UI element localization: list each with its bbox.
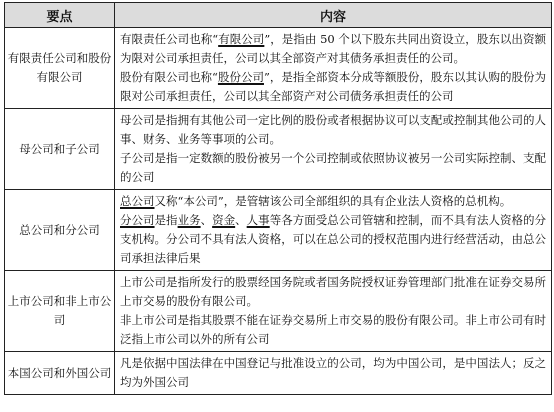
table-row bbox=[5, 109, 552, 190]
text-segment: 股份有限公司也称“ bbox=[120, 70, 218, 84]
text-segment: 是指 bbox=[154, 213, 178, 227]
row-category: 本国公司和外国公司 bbox=[5, 352, 115, 395]
underlined-term: 股份公司 bbox=[217, 70, 264, 84]
text-segment: 又称“本公司”，是管辖该公司全部组织的具有企业法人资格的总机构。 bbox=[154, 194, 512, 208]
underlined-term: 分公司 bbox=[120, 213, 155, 227]
underlined-term: 资金 bbox=[212, 213, 236, 227]
description-paragraph bbox=[120, 354, 546, 392]
header-key-points: 要点 bbox=[5, 3, 115, 28]
table-row bbox=[5, 271, 552, 352]
row-category: 上市公司和非上市公司 bbox=[5, 271, 115, 352]
text-segment: 上市公司是指所发行的股票经国务院或者国务院授权证券管理部门批准在证券交易所上市交易的股份有限公司。 bbox=[120, 275, 546, 308]
underlined-term: 人事 bbox=[246, 213, 270, 227]
text-segment: 非上市公司是指其股票不能在证券交易所上市交易的股份有限公司。非上市公司有时泛指上市公司以外的所有公司 bbox=[120, 313, 546, 346]
row-description bbox=[115, 352, 552, 395]
description-paragraph bbox=[120, 192, 546, 211]
company-types-table bbox=[4, 2, 552, 395]
row-description bbox=[115, 109, 552, 190]
text-segment: 、 bbox=[200, 213, 213, 227]
text-segment: 子公司是指一定数额的股份被另一个公司控制或依照协议被另一公司实际控制、支配的公司 bbox=[120, 151, 546, 184]
text-segment: 凡是依据中国法律在中国登记与批准设立的公司，均为中国公司，是中国法人；反之均为外国公司 bbox=[120, 356, 546, 389]
text-segment: ”，是指全部资本分成等额股份，股东以其认购的股份为限对公司承担责任，公司以其全部资产对公司债务承担责任的公司 bbox=[120, 70, 546, 103]
text-segment: 等各方面受总公司管辖和控制，而不具有法人资格的分支机构。分公司不具有法人资格，可以在总公司的授权范围内进行经营活动，由总公司承担法律后果 bbox=[120, 213, 547, 265]
row-category: 总公司和分公司 bbox=[5, 190, 115, 271]
row-description bbox=[115, 28, 552, 109]
row-category: 有限责任公司和股份有限公司 bbox=[5, 28, 115, 109]
header-row bbox=[5, 3, 552, 28]
description-paragraph bbox=[120, 273, 546, 311]
table-row bbox=[5, 352, 552, 395]
table-body bbox=[5, 28, 552, 395]
description-paragraph bbox=[120, 211, 546, 268]
description-paragraph bbox=[120, 111, 546, 149]
underlined-term: 业务 bbox=[177, 213, 201, 227]
description-paragraph bbox=[120, 30, 546, 68]
text-segment: ”，是指由 50 个以下股东共同出资设立，股东以出资额为限对公司承担责任，公司以其全部资产对其债务承担责任的公司。 bbox=[120, 32, 546, 65]
text-segment: 有限责任公司也称“ bbox=[120, 32, 219, 46]
text-segment: 、 bbox=[235, 213, 247, 227]
description-paragraph bbox=[120, 68, 546, 106]
table-row bbox=[5, 28, 552, 109]
row-category: 母公司和子公司 bbox=[5, 109, 115, 190]
text-segment: 母公司是指拥有其他公司一定比例的股份或者根据协议可以支配或控制其他公司的人事、财务、业务等事项的公司。 bbox=[120, 113, 546, 146]
underlined-term: 有限公司 bbox=[218, 32, 265, 46]
description-paragraph bbox=[120, 311, 546, 349]
row-description bbox=[115, 271, 552, 352]
description-paragraph bbox=[120, 149, 546, 187]
header-content: 内容 bbox=[115, 3, 552, 28]
underlined-term: 总公司 bbox=[120, 194, 155, 208]
row-description bbox=[115, 190, 552, 271]
table-row bbox=[5, 190, 552, 271]
